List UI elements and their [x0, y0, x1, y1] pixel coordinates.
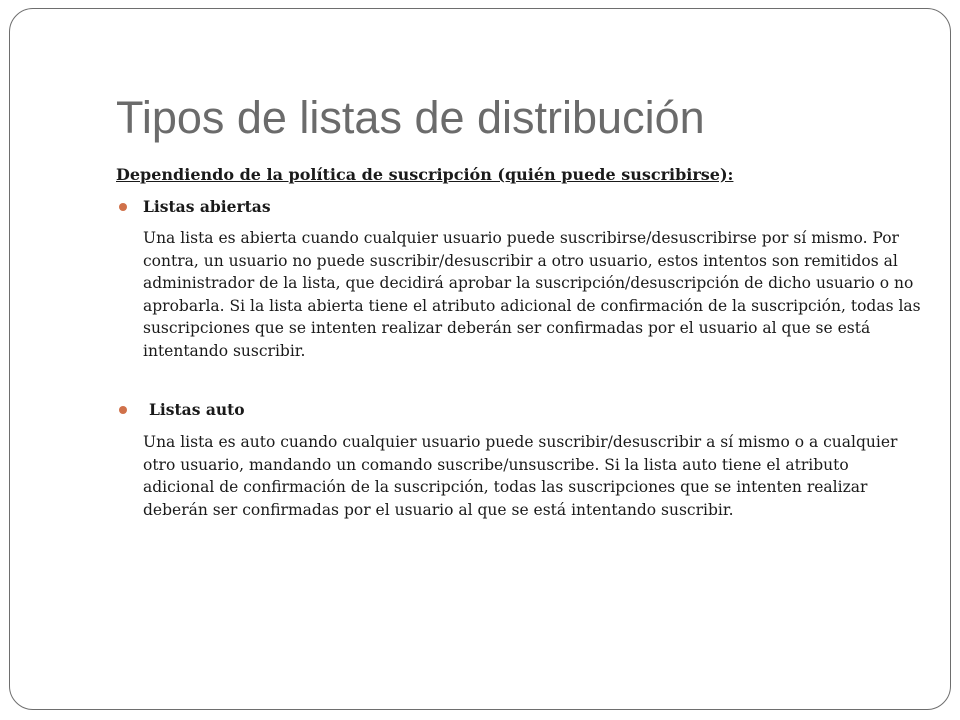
intro-heading: Dependiendo de la política de suscripción (quién puede suscribirse): [116, 165, 734, 184]
list-item-auto [116, 399, 916, 521]
bullet-dot-icon [119, 406, 127, 414]
list-item-abiertas [116, 196, 921, 362]
list-item-label: Listas abiertas [143, 197, 271, 216]
slide-content [116, 164, 921, 521]
list-item-label: Listas auto [149, 400, 245, 419]
list-item-body: Una lista es auto cuando cualquier usuario puede suscribir/desuscribir a sí mismo o a cualquier otro usuario, mandando un comando suscribe/unsuscribe. Si la lista auto tiene el atributo adicional de confirmación de la suscripción, todas las suscripciones que se intenten realizar deberán ser confirmadas por el usuario al que se está intentando suscribir. [143, 433, 898, 519]
slide-frame [9, 8, 951, 710]
slide-title: Tipos de listas de distribución [116, 92, 705, 143]
list-item-header [116, 399, 916, 421]
bullet-dot-icon [119, 203, 127, 211]
list-item-header [116, 196, 916, 218]
list-item-body: Una lista es abierta cuando cualquier usuario puede suscribirse/desuscribirse por sí mismo. Por contra, un usuario no puede suscribir/desuscribir a otro usuario, estos intentos son remitidos al administrador de la lista, que decidirá aprobar la suscripción/desuscripción de dicho usuario o no aprobarla. Si la lista abierta tiene el atributo adicional de confirmación de la suscripción, todas las suscripciones que se intenten realizar deberán ser confirmadas por el usuario al que se está intentando suscribir. [143, 229, 921, 360]
